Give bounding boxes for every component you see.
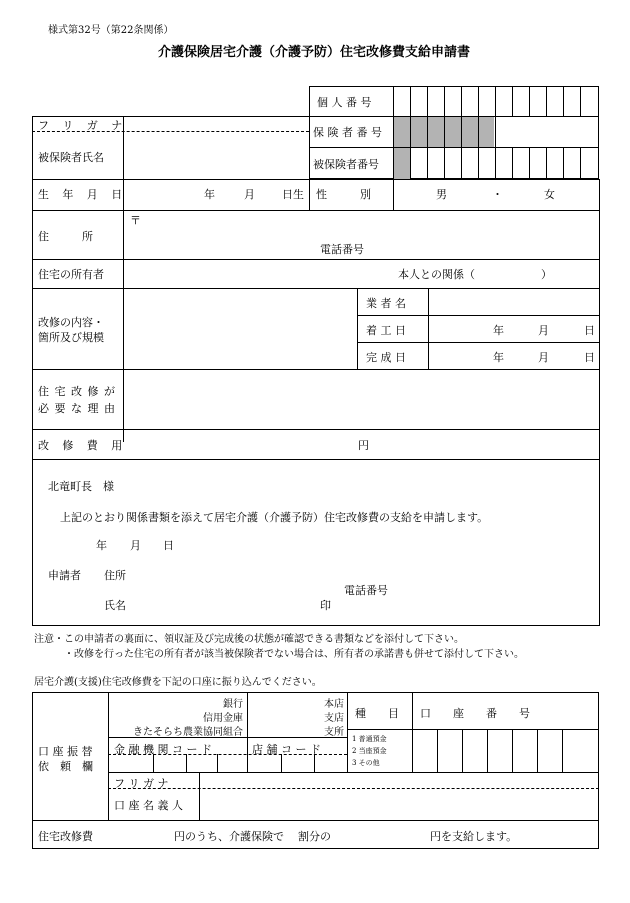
payment-text-1: 円のうち、介護保険で [174,830,284,843]
insured-number-label: 被保険者番号 [313,158,379,171]
address-phone-label: 電話番号 [320,243,364,256]
birth-year-unit: 年 [204,188,215,201]
application-year-unit: 年 [96,539,107,552]
addressee: 北竜町長 様 [48,480,114,493]
sex-label: 性 別 [316,188,371,201]
note-1: 注意・この申請者の裏面に、領収証及び完成後の状態が確認できる書類などを添付して下さい。 [34,634,464,645]
furigana-input[interactable] [124,117,308,130]
seal-mark: 印 [320,599,331,612]
personal-number-label: 個 人 番 号 [317,96,372,109]
transfer-intro: 居宅介護(支援)住宅改修費を下記の口座に振り込んでください。 [34,677,322,688]
payment-text-3: 円を支給します。 [430,830,518,843]
account-holder-input[interactable] [201,790,597,820]
application-day-unit: 日 [163,539,174,552]
holder-furigana-label: フ リ ガ ナ [114,777,169,790]
account-number-label: 口 座 番 号 [420,707,530,720]
sex-separator: ・ [492,188,503,201]
account-holder-label: 口 座 名 義 人 [114,799,183,812]
branch-type-branch: 支店 [324,713,344,724]
account-type-label: 種 目 [355,707,399,720]
complete-day-unit: 日 [584,351,595,364]
insured-name-label: 被保険者氏名 [38,151,104,164]
owner-label: 住宅の所有者 [38,268,104,281]
postal-mark: 〒 [130,214,141,227]
insured-name-input[interactable] [124,132,308,178]
contractor-label: 業 者 名 [366,297,406,310]
reason-input[interactable] [124,370,598,428]
note-2: ・改修を行った住宅の所有者が該当被保険者でない場合は、所有者の承諾書も併せて添付して下さい。 [64,649,524,660]
birthdate-label: 生 年 月 日 [38,188,128,201]
reason-label-line1: 住 宅 改 修 が [38,385,116,398]
form-number: 様式第32号（第22条関係） [48,25,174,36]
application-statement: 上記のとおり関係書類を添えて居宅介護（介護予防）住宅改修費の支給を申請します。 [60,511,489,524]
branch-type-main: 本店 [324,699,344,710]
fin-code-label: 金 融 機 関 コ ー ド [114,743,212,756]
renovation-label-line1: 改修の内容・ [38,316,104,329]
complete-date-label: 完 成 日 [366,351,406,364]
transfer-label-line2: 依 頼 欄 [38,760,93,773]
bank-type-ja: きたそらち農業協同組合 [133,727,243,738]
renovation-content-input[interactable] [124,289,356,368]
start-year-unit: 年 [493,324,504,337]
applicant-name-label: 氏名 [104,599,126,612]
account-type-checking[interactable]: 2 当座預金 [352,747,387,755]
transfer-label-line1: 口 座 振 替 [38,745,93,758]
account-type-other[interactable]: 3 その他 [352,759,380,767]
complete-month-unit: 月 [538,351,549,364]
address-input[interactable] [144,212,594,258]
owner-relation: 本人との関係（ ） [398,268,552,281]
sex-female-option[interactable]: 女 [544,188,555,201]
holder-furigana-input[interactable] [201,774,597,787]
form-title: 介護保険居宅介護（介護予防）住宅改修費支給申請書 [158,45,471,60]
sex-male-option[interactable]: 男 [436,188,447,201]
reason-label-line2: 必 要 な 理 由 [38,402,116,415]
start-day-unit: 日 [584,324,595,337]
address-label: 住 所 [38,230,93,243]
applicant-phone-label: 電話番号 [344,584,388,597]
bank-type-bank: 銀行 [223,699,243,710]
bank-type-shinkin: 信用金庫 [203,713,243,724]
payment-label: 住宅改修費 [38,830,93,843]
applicant-label: 申請者 [48,569,81,582]
renovation-label-line2: 箇所及び規模 [38,331,104,344]
birth-day-unit: 日生 [282,188,304,201]
cost-unit: 円 [358,439,369,452]
cost-label: 改 修 費 用 [38,439,128,452]
complete-year-unit: 年 [493,351,504,364]
branch-type-office: 支所 [324,727,344,738]
insurer-number-label: 保 険 者 番 号 [313,126,382,139]
insured-number-shaded-cells [394,148,410,179]
account-type-regular[interactable]: 1 普通預金 [352,735,387,743]
application-month-unit: 月 [130,539,141,552]
start-month-unit: 月 [538,324,549,337]
birth-month-unit: 月 [244,188,255,201]
payment-text-2: 割分の [298,830,331,843]
start-date-label: 着 工 日 [366,324,406,337]
branch-code-label: 店 舗 コ ー ド [252,743,321,756]
applicant-address-label: 住所 [104,569,126,582]
furigana-label: フ リ ガ ナ [38,119,128,132]
